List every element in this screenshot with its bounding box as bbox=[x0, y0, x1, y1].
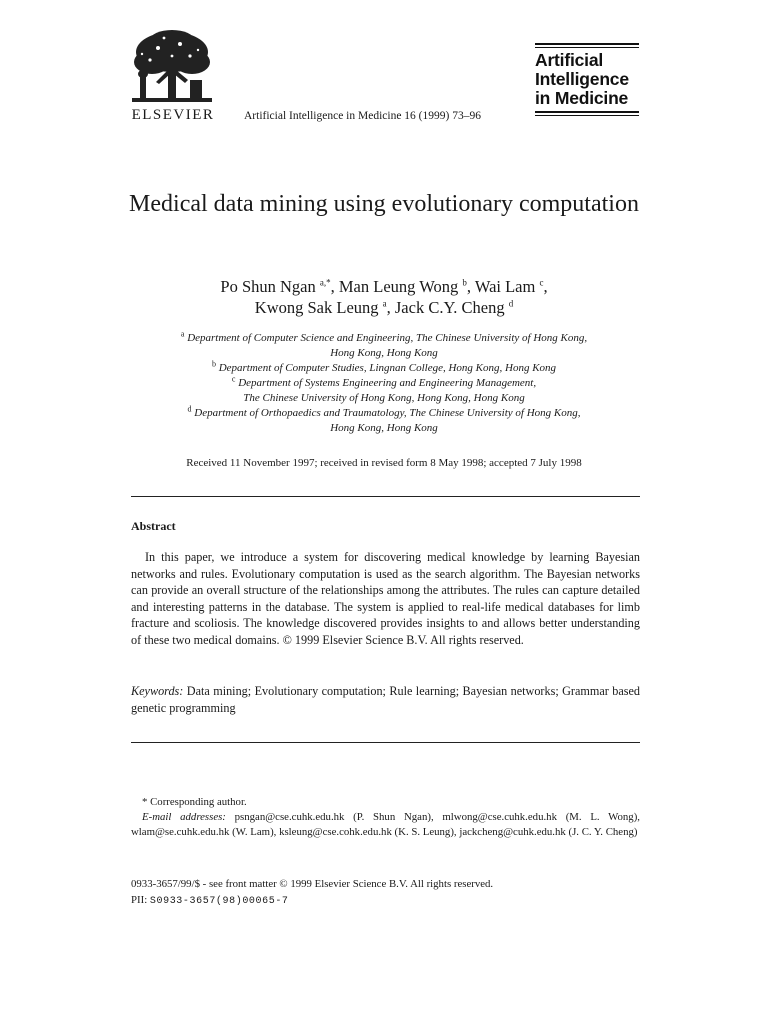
abstract-heading: Abstract bbox=[131, 519, 176, 533]
author-list: Po Shun Ngan $^{a,*}$, Man Leung Wong $^b$, Wai Lam $^c$, Kwong Sak Leung $^a$, Jack C.Y. Cheng $^d$ bbox=[220, 277, 548, 317]
corresponding-author-note: * Corresponding author. bbox=[142, 796, 247, 808]
affiliation-a: $^a$ Department of Computer Science and Engineering, The Chinese University of Hong Kong, bbox=[180, 329, 588, 344]
affiliation-list bbox=[100, 331, 668, 436]
affiliation-d-cont: Hong Kong, Hong Kong bbox=[330, 422, 438, 434]
keywords-text: Data mining; Evolutionary computation; Rule learning; Bayesian networks; Grammar based genetic programming bbox=[131, 684, 640, 715]
received-dates: Received 11 November 1997; received in revised form 8 May 1998; accepted 7 July 1998 bbox=[186, 457, 582, 469]
author-affiliation-mark: d bbox=[508, 298, 514, 309]
affiliation-b: $^b$ Department of Computer Studies, Lingnan College, Hong Kong, Hong Kong bbox=[211, 359, 557, 374]
author-name: Kwong Sak Leung bbox=[254, 298, 379, 317]
journal-logo-line-3: in Medicine bbox=[535, 88, 629, 108]
author-affiliation-mark: c bbox=[539, 277, 544, 288]
elsevier-tree-logo bbox=[128, 28, 216, 106]
author-name: Po Shun Ngan bbox=[220, 277, 316, 296]
affiliation-c-cont: The Chinese University of Hong Kong, Hong Kong, Hong Kong bbox=[243, 392, 525, 404]
affiliation-a-cont: Hong Kong, Hong Kong bbox=[330, 347, 438, 359]
journal-logo-line-2: Intelligence bbox=[535, 69, 629, 89]
author-name: Jack C.Y. Cheng bbox=[394, 298, 505, 317]
affiliation-c: $^c$ Department of Systems Engineering and Engineering Management, bbox=[231, 374, 537, 389]
footnote bbox=[131, 795, 640, 840]
journal-citation: Artificial Intelligence in Medicine 16 (1999) 73–96 bbox=[244, 110, 481, 122]
keywords-label: Keywords: bbox=[131, 684, 184, 698]
pii-code: S0933-3657(98)00065-7 bbox=[149, 896, 289, 907]
publisher-name: ELSEVIER bbox=[131, 107, 215, 123]
author-name: Man Leung Wong bbox=[338, 277, 459, 296]
journal-logo-line-1: Artificial bbox=[535, 50, 604, 70]
author-affiliation-mark: a,* bbox=[319, 277, 331, 288]
journal-logo bbox=[535, 43, 639, 116]
keywords bbox=[131, 683, 640, 716]
email-addresses bbox=[131, 810, 640, 840]
pii-label: PII: bbox=[131, 894, 148, 906]
email-list: psngan@cse.cuhk.edu.hk (P. Shun Ngan), mlwong@cse.cuhk.edu.hk (M. L. Wong), wlam@se.cuhk.edu.hk (W. Lam), ksleung@cse.cohk.edu.hk (K. S. Leung), jackcheng@cuhk.edu.hk (J. C. Y. Cheng) bbox=[131, 811, 640, 838]
author-name: Wai Lam bbox=[474, 277, 536, 296]
abstract-body: In this paper, we introduce a system for discovering medical knowledge by learning Bayesian networks and rules. Evolutionary computation is used as the search algorithm. The Bayesian networks can provide an overall structure of the relationships among the attributes. The rules can capture detailed and interesting patterns in the database. The system is applied to real-life medical databases for limb fracture and scoliosis. The knowledge discovered provides insights to and allows better understanding of these two medical domains. © 1999 Elsevier Science B.V. All rights reserved. bbox=[131, 550, 640, 647]
front-matter-notice: 0933-3657/99/$ - see front matter © 1999 Elsevier Science B.V. All rights reserved. bbox=[131, 878, 494, 890]
pii-line bbox=[131, 892, 289, 910]
author-affiliation-mark: a bbox=[382, 298, 387, 309]
paper-title: Medical data mining using evolutionary computation bbox=[129, 191, 639, 217]
divider bbox=[131, 742, 640, 743]
divider bbox=[131, 496, 640, 497]
email-label: E-mail addresses: bbox=[142, 811, 226, 823]
author-affiliation-mark: b bbox=[462, 277, 467, 288]
affiliation-d: $^d$ Department of Orthopaedics and Traumatology, The Chinese University of Hong Kong, bbox=[187, 404, 581, 419]
